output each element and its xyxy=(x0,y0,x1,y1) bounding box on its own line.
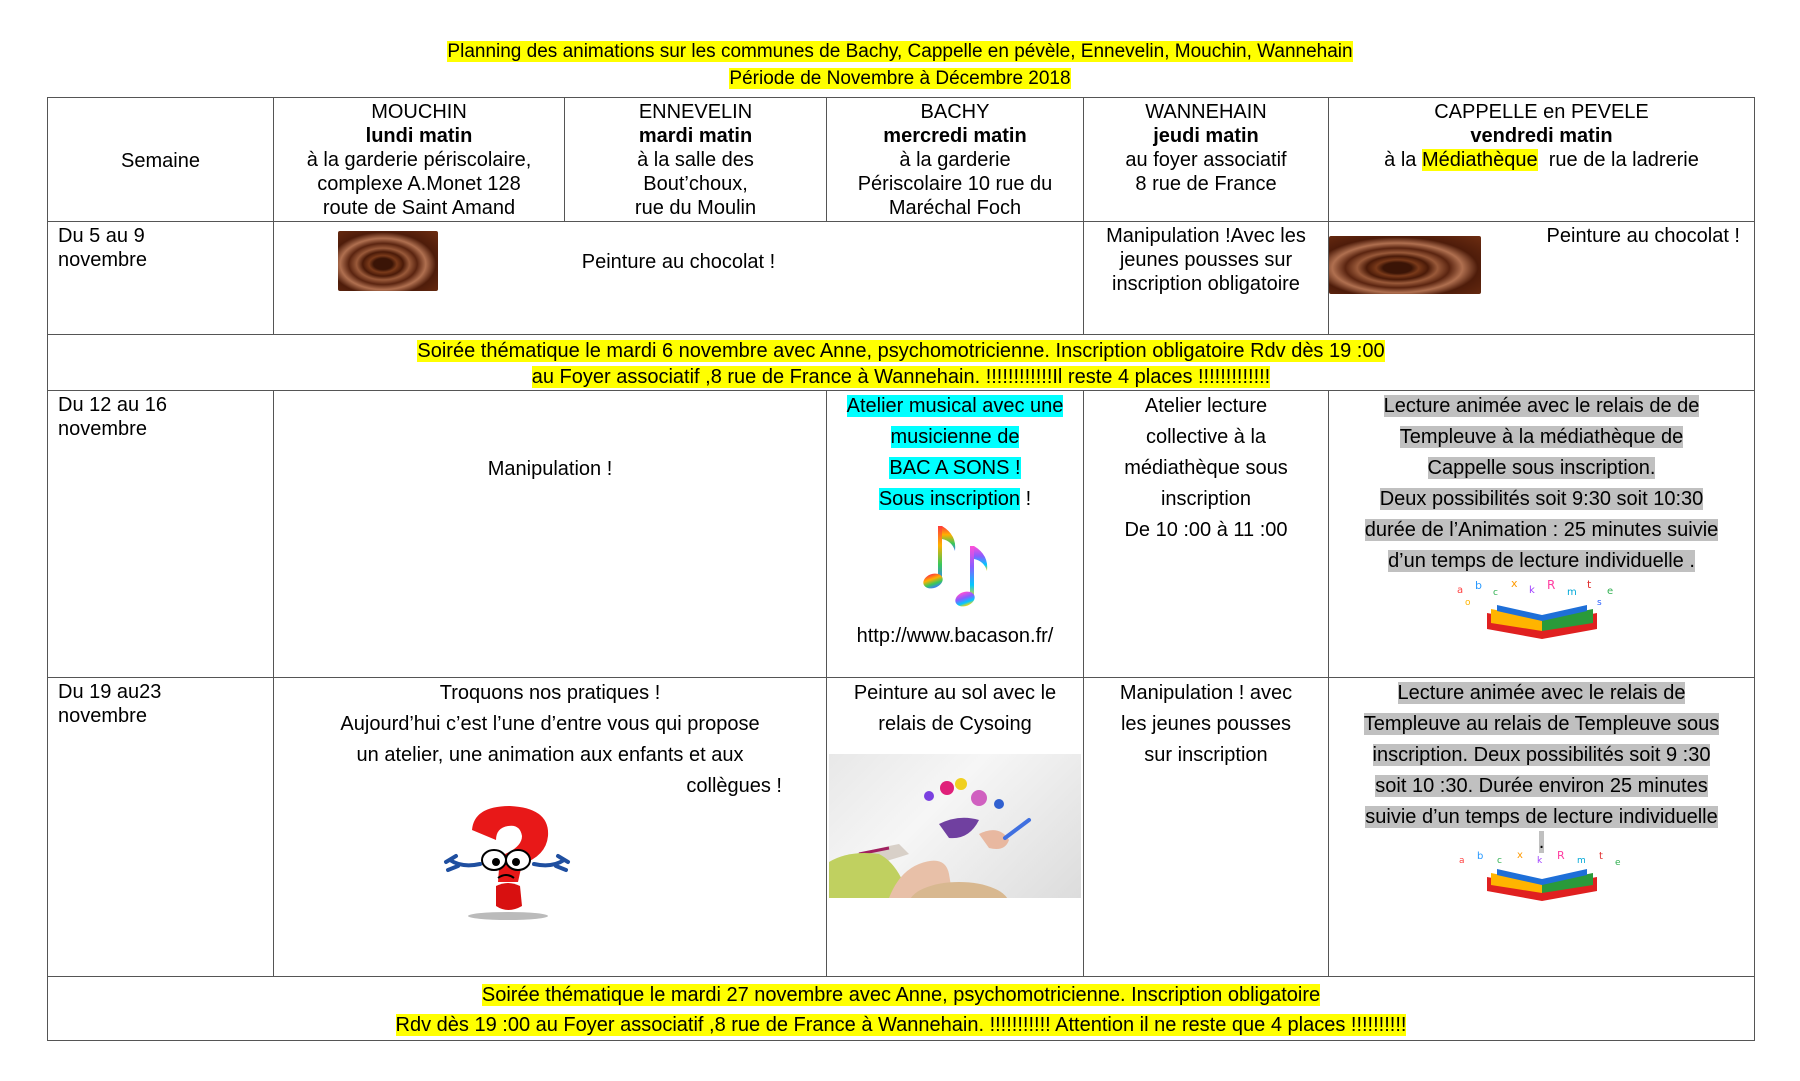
svg-text:t: t xyxy=(1586,579,1591,591)
svg-text:e: e xyxy=(1614,858,1621,868)
svg-text:m: m xyxy=(1566,587,1577,598)
day-label: mardi matin xyxy=(638,125,753,147)
day-label: mercredi matin xyxy=(883,125,1027,147)
svg-text:s: s xyxy=(1596,598,1602,608)
wannehain-reading-cell: Atelier lecture collective à la médiathèque sous inscription De 10 :00 à 11 :00 xyxy=(1084,391,1329,678)
mediatheque-highlight: Médiathèque xyxy=(1421,149,1538,171)
svg-text:a: a xyxy=(1458,856,1465,866)
svg-text:a: a xyxy=(1456,585,1463,596)
svg-text:x: x xyxy=(1516,851,1523,861)
soiree-announcement: Soirée thématique le mardi 6 novembre avec Anne, psychomotricienne. Inscription obligatoire Rdv dès 19 :00 au Foyer associatif ,8 rue de France à Wannehain. !!!!!!!!!!!!Il reste 4 places !!!!!!!!!!!!! xyxy=(48,335,1755,391)
commune-name: BACHY xyxy=(920,101,990,123)
svg-text:R: R xyxy=(1556,851,1565,862)
cappelle-reading-cell: Lecture animée avec le relais de Templeuve au relais de Templeuve sous inscription. Deux possibilités soit 9 :30 soit 10 :30. Durée environ 25 minutes suivie d’un temps de lecture individuelle . a b c x k R m t e xyxy=(1329,678,1755,977)
svg-text:t: t xyxy=(1598,851,1603,862)
planning-table xyxy=(47,97,1755,1041)
header-ennevelin: ENNEVELIN mardi matin à la salle des Bout’choux, rue du Moulin xyxy=(565,98,827,222)
question-mark-character-image xyxy=(410,802,610,922)
soiree-row-2 xyxy=(48,977,1755,1041)
manipulation-cell: Manipulation ! xyxy=(274,391,827,678)
soiree-row-1 xyxy=(48,335,1755,391)
header-bachy: BACHY mercredi matin à la garderie Périscolaire 10 rue du Maréchal Foch xyxy=(827,98,1084,222)
alphabet-book-image xyxy=(1447,579,1637,641)
day-label: lundi matin xyxy=(365,125,473,147)
floor-painting-photo xyxy=(829,754,1081,898)
svg-text:k: k xyxy=(1528,585,1535,596)
bachy-floor-painting-cell: Peinture au sol avec le relais de Cysoing xyxy=(827,678,1084,977)
header-wannehain: WANNEHAIN jeudi matin au foyer associatif 8 rue de France xyxy=(1084,98,1329,222)
week-row-2 xyxy=(48,391,1755,678)
svg-text:b: b xyxy=(1476,851,1483,862)
svg-text:e: e xyxy=(1606,586,1613,597)
bacason-url: http://www.bacason.fr/ xyxy=(856,625,1054,647)
header-cappelle: CAPPELLE en PEVELE vendredi matin à la Médiathèque rue de la ladrerie xyxy=(1329,98,1755,222)
document-title xyxy=(0,38,1800,92)
week-label: Du 19 au23 novembre xyxy=(48,678,274,977)
header-semaine: Semaine xyxy=(48,98,274,222)
wannehain-manipulation-cell: Manipulation !Avec les jeunes pousses sur inscription obligatoire xyxy=(1084,222,1329,335)
bachy-music-cell: Atelier musical avec une musicienne de BAC A SONS ! Sous inscription ! http://www.bacason.fr/ xyxy=(827,391,1084,678)
commune-name: WANNEHAIN xyxy=(1145,101,1267,123)
commune-name: CAPPELLE en PEVELE xyxy=(1434,101,1649,123)
day-label: vendredi matin xyxy=(1470,125,1613,147)
week-row-1 xyxy=(48,222,1755,335)
chocolate-painting-cell: Peinture au chocolat ! xyxy=(274,222,1084,335)
day-label: jeudi matin xyxy=(1153,125,1259,147)
header-mouchin: MOUCHIN lundi matin à la garderie périscolaire, complexe A.Monet 128 route de Saint Amand xyxy=(274,98,565,222)
svg-text:x: x xyxy=(1510,579,1518,590)
cappelle-reading-cell: Lecture animée avec le relais de de Templeuve à la médiathèque de Cappelle sous inscription. Deux possibilités soit 9:30 soit 10:30 durée de l’Animation : 25 minutes suivie d’un temps de lecture individuelle . a b c x k R m t e o s xyxy=(1329,391,1755,678)
music-notes-icon xyxy=(915,521,995,611)
svg-text:k: k xyxy=(1536,856,1542,866)
title-line-1: Planning des animations sur les communes de Bachy, Cappelle en pévèle, Ennevelin, Mouchin, Wannehain xyxy=(447,41,1353,62)
alphabet-book-image xyxy=(1447,851,1637,903)
chocolate-paint-image xyxy=(1329,236,1481,294)
week-label: Du 12 au 16 novembre xyxy=(48,391,274,678)
wannehain-manipulation-cell: Manipulation ! avec les jeunes pousses sur inscription xyxy=(1084,678,1329,977)
svg-text:c: c xyxy=(1496,856,1502,866)
title-line-2: Période de Novembre à Décembre 2018 xyxy=(729,68,1071,89)
commune-name: MOUCHIN xyxy=(371,101,467,123)
svg-text:R: R xyxy=(1546,579,1555,592)
svg-text:b: b xyxy=(1474,579,1482,592)
week-row-3 xyxy=(48,678,1755,977)
svg-text:c: c xyxy=(1492,588,1498,598)
header-row xyxy=(48,98,1755,222)
svg-text:m: m xyxy=(1576,856,1586,866)
week-label: Du 5 au 9 novembre xyxy=(48,222,274,335)
cappelle-chocolate-cell: Peinture au chocolat ! xyxy=(1329,222,1755,335)
svg-text:o: o xyxy=(1464,598,1471,608)
soiree-announcement: Soirée thématique le mardi 27 novembre avec Anne, psychomotricienne. Inscription obligatoire Rdv dès 19 :00 au Foyer associatif ,8 rue de France à Wannehain. !!!!!!!!!!! Attention il ne reste que 4 places !!!!!!!!!! xyxy=(48,977,1755,1041)
commune-name: ENNEVELIN xyxy=(638,101,753,123)
troquons-cell: Troquons nos pratiques ! Aujourd’hui c’est l’une d’entre vous qui propose un atelier, une animation aux enfants et aux collègues ! xyxy=(274,678,827,977)
